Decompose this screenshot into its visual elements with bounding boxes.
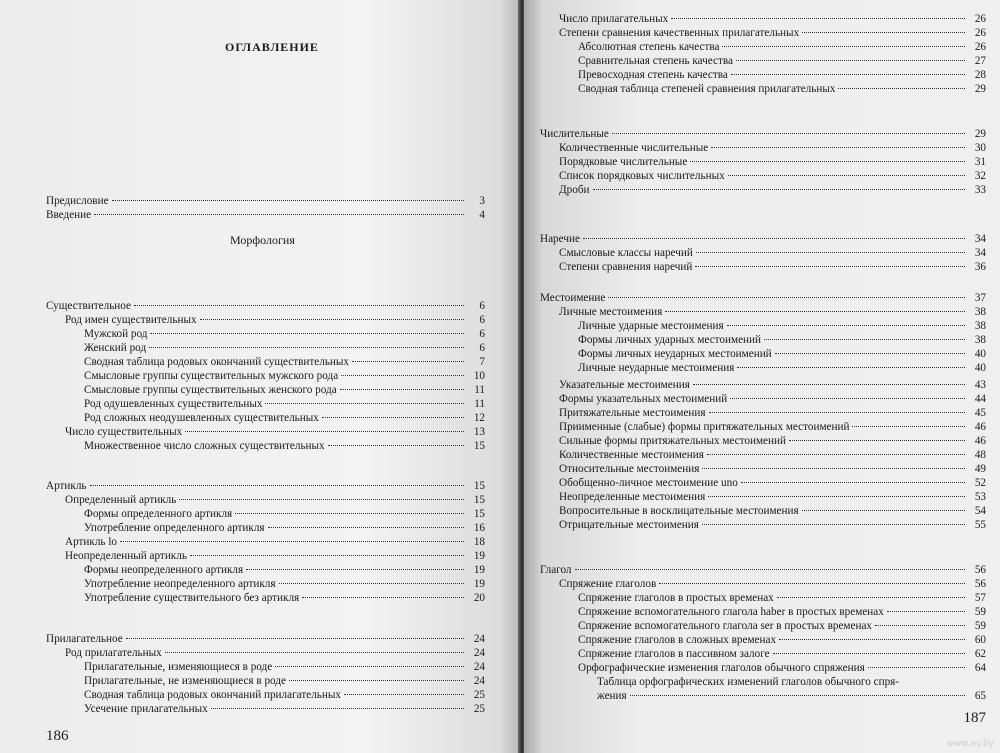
dot-leader (736, 60, 965, 61)
page-number-left: 186 (46, 728, 69, 744)
dot-leader (838, 88, 965, 89)
toc-entry-page: 34 (974, 233, 986, 245)
toc-entry-title: Местоимение (540, 292, 606, 304)
toc-entry-page: 7 (479, 356, 485, 368)
toc-entry (559, 378, 986, 392)
dot-leader (279, 583, 464, 584)
toc-entry-page: 62 (974, 648, 986, 660)
toc-entry-page: 59 (974, 606, 986, 618)
toc-entry-page: 57 (974, 592, 986, 604)
toc-entry (84, 702, 485, 716)
dot-leader (671, 18, 965, 19)
dot-leader (120, 541, 464, 542)
toc-entry-title: Притяжательные местоимения (559, 407, 706, 419)
toc-entry-title: Количественные местоимения (559, 449, 704, 461)
toc-entry-title: Личные неударные местоимения (578, 362, 735, 374)
toc-entry (559, 448, 986, 462)
dot-leader (179, 499, 464, 500)
toc-entry-page: 31 (974, 156, 986, 168)
toc-entry-page: 15 (473, 494, 485, 506)
toc-entry-title: Спряжение глаголов в пассивном залоге (578, 648, 770, 660)
toc-entry-title: Приименные (слабые) формы притяжательных местоимений (559, 421, 850, 433)
toc-entry-page: 11 (474, 398, 485, 410)
toc-entry (540, 563, 986, 577)
toc-entry-page: 3 (479, 195, 485, 207)
dot-leader (728, 175, 965, 176)
toc-entry-page: 25 (473, 703, 485, 715)
toc-entry-title: Неопределенные местоимения (559, 491, 706, 503)
dot-leader (134, 305, 464, 306)
toc-entry (578, 661, 986, 675)
dot-leader (730, 398, 965, 399)
toc-entry-title: Прилагательные, не изменяющиеся в роде (84, 675, 286, 687)
toc-entry (559, 305, 986, 319)
dot-leader (731, 74, 965, 75)
toc-entry-page: 10 (473, 370, 485, 382)
dot-leader (211, 708, 464, 709)
toc-entry-title: Личные местоимения (559, 306, 663, 318)
toc-entry-title: Употребление определенного артикля (84, 522, 265, 534)
toc-entry (578, 54, 986, 68)
dot-leader (695, 266, 965, 267)
dot-leader (265, 403, 464, 404)
toc-entry-title: Предисловие (46, 195, 109, 207)
dot-leader (583, 238, 965, 239)
toc-entry-page: 24 (473, 647, 485, 659)
dot-leader (702, 524, 965, 525)
dot-leader (90, 485, 464, 486)
dot-leader (690, 161, 965, 162)
toc-entry-title: Спряжение глаголов (559, 578, 657, 590)
toc-entry-title: Превосходная степень качества (578, 69, 728, 81)
toc-entry-title: Спряжение вспомогательного глагола ser в простых временах (578, 620, 873, 632)
toc-entry-title: Сильные формы притяжательных местоимений (559, 435, 786, 447)
toc-entry (578, 68, 986, 82)
toc-entry-title: Смысловые группы существительных мужского рода (84, 370, 339, 382)
toc-entry (578, 82, 986, 96)
toc-entry-page: 30 (974, 142, 986, 154)
toc-entry-title: Абсолютная степень качества (578, 41, 720, 53)
toc-entry-title: Усечение прилагательных (84, 703, 208, 715)
toc-entry (559, 462, 986, 476)
toc-entry-title: Сводная таблица степеней сравнения прилагательных (578, 83, 836, 95)
toc-entry (65, 549, 485, 563)
dot-leader (696, 252, 965, 253)
toc-entry (559, 518, 986, 532)
toc-entry-page: 20 (473, 592, 485, 604)
toc-entry-title: Обобщенно-личное местоимение uno (559, 477, 738, 489)
toc-entry-title: Отрицательные местоимения (559, 519, 699, 531)
toc-entry-title: Относительные местоимения (559, 463, 700, 475)
toc-entry (559, 406, 986, 420)
toc-entry-title: Употребление неопределенного артикля (84, 578, 276, 590)
toc-entry (46, 299, 485, 313)
toc-entry-page: 46 (974, 421, 986, 433)
toc-entry (559, 577, 986, 591)
dot-leader (789, 440, 965, 441)
toc-entry-page: 53 (974, 491, 986, 503)
toc-entry-title: Количественные числительные (559, 142, 709, 154)
toc-entry (46, 208, 485, 222)
toc-entry (578, 333, 986, 347)
toc-entry-page: 25 (473, 689, 485, 701)
toc-entry-page: 59 (974, 620, 986, 632)
toc-entry-title: Формы указательных местоимений (559, 393, 728, 405)
toc-entry-title: Указательные местоимения (559, 379, 690, 391)
toc-entry-page: 48 (974, 449, 986, 461)
dot-leader (630, 695, 965, 696)
dot-leader (727, 325, 965, 326)
toc-entry-page: 19 (473, 578, 485, 590)
toc-entry (559, 12, 986, 26)
dot-leader (341, 375, 464, 376)
toc-entry (597, 689, 986, 703)
toc-entry (597, 675, 986, 689)
toc-entry-page: 56 (974, 578, 986, 590)
toc-entry (559, 392, 986, 406)
toc-entry-page: 19 (473, 564, 485, 576)
toc-entry (84, 397, 485, 411)
toc-entry-title: Смысловые группы существительных женского рода (84, 384, 337, 396)
dot-leader (665, 311, 965, 312)
toc-entry-title: Таблица орфографических изменений глаголов обычного спря- (597, 676, 900, 688)
toc-entry-title: Введение (46, 209, 92, 221)
toc-entry (559, 183, 986, 197)
toc-entry-page: 54 (974, 505, 986, 517)
dot-leader (302, 597, 464, 598)
toc-entry-page: 60 (974, 634, 986, 646)
toc-entry (559, 476, 986, 490)
dot-leader (593, 189, 966, 190)
toc-entry (84, 507, 485, 521)
dot-leader (352, 361, 464, 362)
toc-entry-page: 43 (974, 379, 986, 391)
dot-leader (737, 367, 965, 368)
toc-entry-title: Сравнительная степень качества (578, 55, 733, 67)
dot-leader (802, 510, 965, 511)
dot-leader (268, 527, 464, 528)
toc-entry-title: Сводная таблица родовых окончаний прилагательных (84, 689, 341, 701)
dot-leader (887, 611, 965, 612)
toc-entry-page: 38 (974, 306, 986, 318)
toc-entry-page: 15 (473, 480, 485, 492)
toc-entry (559, 504, 986, 518)
dot-leader (575, 569, 965, 570)
toc-entry (578, 361, 986, 375)
toc-entry (84, 577, 485, 591)
toc-entry (84, 369, 485, 383)
toc-entry-page: 40 (974, 348, 986, 360)
toc-entry-title: Глагол (540, 564, 572, 576)
toc-entry-title: Список порядковых числительных (559, 170, 725, 182)
toc-entry (84, 411, 485, 425)
toc-entry-title: Порядковые числительные (559, 156, 688, 168)
toc-entry-page: 46 (974, 435, 986, 447)
toc-entry (84, 355, 485, 369)
toc-entry (559, 490, 986, 504)
toc-entry-title: Смысловые классы наречий (559, 247, 693, 259)
dot-leader (802, 32, 965, 33)
toc-entry (578, 647, 986, 661)
toc-entry-page: 18 (473, 536, 485, 548)
toc-entry-page: 28 (974, 69, 986, 81)
toc-entry (46, 479, 485, 493)
toc-entry-title: Спряжение глаголов в сложных временах (578, 634, 777, 646)
toc-entry-page: 40 (974, 362, 986, 374)
toc-entry-title: Вопросительные в восклицательные местоимения (559, 505, 799, 517)
toc-entry-title: Неопределенный артикль (65, 550, 187, 562)
dot-leader (708, 496, 965, 497)
toc-entry-title: Род одушевленных существительных (84, 398, 263, 410)
toc-entry (84, 674, 485, 688)
toc-entry-title: жения (597, 690, 627, 702)
toc-entry (46, 632, 485, 646)
toc-entry (578, 605, 986, 619)
dot-leader (112, 200, 464, 201)
dot-leader (344, 694, 464, 695)
toc-entry-page: 26 (974, 27, 986, 39)
toc-entry-title: Степени сравнения качественных прилагательных (559, 27, 800, 39)
dot-leader (246, 569, 464, 570)
dot-leader (185, 431, 464, 432)
dot-leader (775, 353, 965, 354)
dot-leader (150, 333, 464, 334)
dot-leader (659, 583, 965, 584)
toc-entry (65, 646, 485, 660)
toc-entry-title: Род прилагательных (65, 647, 162, 659)
dot-leader (773, 653, 965, 654)
toc-entry-title: Мужской род (84, 328, 148, 340)
toc-entry (84, 660, 485, 674)
toc-entry (65, 535, 485, 549)
toc-entry-page: 56 (974, 564, 986, 576)
toc-entry (578, 319, 986, 333)
toc-entry-title: Число существительных (65, 426, 183, 438)
toc-entry (578, 347, 986, 361)
toc-entry (578, 619, 986, 633)
dot-leader (608, 297, 965, 298)
toc-heading: ОГЛАВЛЕНИЕ (225, 40, 319, 54)
toc-entry-title: Существительное (46, 300, 131, 312)
toc-entry (84, 591, 485, 605)
toc-entry-page: 36 (974, 261, 986, 273)
toc-entry (559, 420, 986, 434)
toc-entry-page: 19 (473, 550, 485, 562)
toc-entry-title: Спряжение глаголов в простых временах (578, 592, 774, 604)
toc-entry (84, 327, 485, 341)
dot-leader (94, 214, 464, 215)
dot-leader (289, 680, 464, 681)
toc-entry (559, 260, 986, 274)
toc-entry-page: 26 (974, 13, 986, 25)
toc-entry-page: 16 (473, 522, 485, 534)
dot-leader (764, 339, 965, 340)
toc-entry-title: Числительные (540, 128, 609, 140)
dot-leader (693, 384, 965, 385)
toc-entry (65, 313, 485, 327)
toc-entry-page: 27 (974, 55, 986, 67)
toc-entry (540, 127, 986, 141)
dot-leader (875, 625, 965, 626)
toc-entry-page: 12 (473, 412, 485, 424)
dot-leader (235, 513, 464, 514)
toc-entry-title: Женский род (84, 342, 147, 354)
toc-entry-title: Дроби (559, 184, 590, 196)
toc-entry (84, 521, 485, 535)
toc-entry-page: 29 (974, 128, 986, 140)
toc-entry-title: Употребление существительного без артикля (84, 592, 300, 604)
toc-entry-title: Формы неопределенного артикля (84, 564, 244, 576)
toc-entry-title: Формы личных ударных местоимений (578, 334, 761, 346)
toc-entry-title: Артикль (46, 480, 87, 492)
toc-entry-page: 55 (974, 519, 986, 531)
toc-entry-page: 15 (473, 508, 485, 520)
dot-leader (190, 555, 464, 556)
toc-entry-title: Множественное число сложных существительных (84, 440, 325, 452)
dot-leader (702, 468, 965, 469)
toc-entry-title: Число прилагательных (559, 13, 669, 25)
toc-entry-page: 29 (974, 83, 986, 95)
dot-leader (165, 652, 464, 653)
toc-entry-title: Сводная таблица родовых окончаний существительных (84, 356, 350, 368)
page-number-right: 187 (963, 710, 986, 726)
dot-leader (612, 133, 965, 134)
toc-entry (84, 563, 485, 577)
dot-leader (741, 482, 965, 483)
toc-entry-page: 24 (473, 661, 485, 673)
dot-leader (777, 597, 965, 598)
toc-entry-title: Степени сравнения наречий (559, 261, 693, 273)
toc-entry-title: Артикль lo (65, 536, 118, 548)
toc-entry-title: Формы личных неударных местоимений (578, 348, 772, 360)
toc-entry-title: Род имен существительных (65, 314, 197, 326)
toc-entry-title: Спряжение вспомогательного глагола haber в простых временах (578, 606, 884, 618)
toc-entry-page: 33 (974, 184, 986, 196)
dot-leader (200, 319, 464, 320)
toc-entry (46, 194, 485, 208)
toc-entry-page: 24 (473, 675, 485, 687)
dot-leader (779, 639, 965, 640)
toc-entry-page: 26 (974, 41, 986, 53)
dot-leader (852, 426, 965, 427)
toc-entry (84, 383, 485, 397)
toc-entry-title: Формы определенного артикля (84, 508, 233, 520)
toc-entry (65, 493, 485, 507)
toc-entry-page: 6 (479, 342, 485, 354)
toc-entry (578, 633, 986, 647)
dot-leader (149, 347, 464, 348)
toc-entry-page: 6 (479, 300, 485, 312)
dot-leader (322, 417, 464, 418)
dot-leader (711, 147, 965, 148)
toc-entry-title: Прилагательное (46, 633, 123, 645)
toc-entry (559, 141, 986, 155)
toc-entry-title: Род сложных неодушевленных существительных (84, 412, 319, 424)
toc-entry-page: 15 (473, 440, 485, 452)
toc-entry-page: 13 (473, 426, 485, 438)
toc-entry (540, 291, 986, 305)
toc-entry-page: 6 (479, 328, 485, 340)
toc-entry-page: 64 (974, 662, 986, 674)
toc-entry (559, 155, 986, 169)
toc-entry (540, 232, 986, 246)
toc-entry-title: Орфографические изменения глаголов обычного спряжения (578, 662, 865, 674)
dot-leader (328, 445, 464, 446)
dot-leader (722, 46, 965, 47)
toc-entry-page: 6 (479, 314, 485, 326)
toc-entry (559, 169, 986, 183)
toc-entry-page: 52 (974, 477, 986, 489)
toc-entry-page: 32 (974, 170, 986, 182)
toc-entry-page: 65 (974, 690, 986, 702)
toc-entry-page: 44 (974, 393, 986, 405)
toc-entry-page: 4 (479, 209, 485, 221)
toc-entry-title: Наречие (540, 233, 580, 245)
toc-entry (578, 591, 986, 605)
right-page (524, 0, 1000, 753)
dot-leader (275, 666, 464, 667)
toc-entry-title: Личные ударные местоимения (578, 320, 724, 332)
dot-leader (707, 454, 965, 455)
section-heading-morphology: Морфология (230, 233, 295, 247)
dot-leader (340, 389, 464, 390)
toc-entry-page: 37 (974, 292, 986, 304)
toc-entry (84, 688, 485, 702)
toc-entry (559, 246, 986, 260)
dot-leader (126, 638, 464, 639)
toc-entry (559, 26, 986, 40)
toc-entry-page: 24 (473, 633, 485, 645)
watermark: www.ay.by (946, 739, 994, 749)
toc-entry (84, 439, 485, 453)
toc-entry-title: Определенный артикль (65, 494, 177, 506)
toc-entry (65, 425, 485, 439)
toc-entry-page: 11 (474, 384, 485, 396)
dot-leader (868, 667, 965, 668)
toc-entry-page: 49 (974, 463, 986, 475)
toc-entry-page: 45 (974, 407, 986, 419)
toc-entry-title: Прилагательные, изменяющиеся в роде (84, 661, 273, 673)
toc-entry-page: 38 (974, 320, 986, 332)
toc-entry (559, 434, 986, 448)
toc-entry-page: 38 (974, 334, 986, 346)
toc-entry-page: 34 (974, 247, 986, 259)
dot-leader (709, 412, 965, 413)
toc-entry (578, 40, 986, 54)
toc-entry (84, 341, 485, 355)
